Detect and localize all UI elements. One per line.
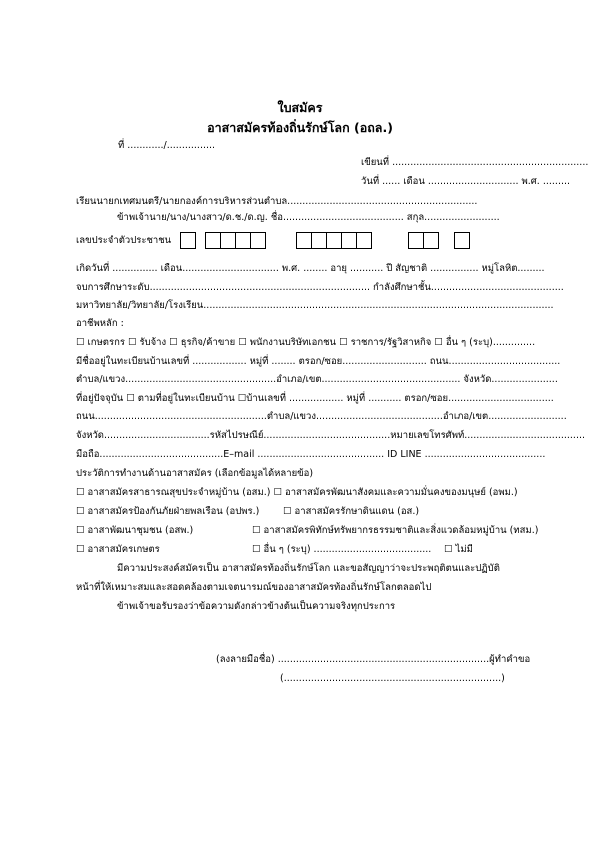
signature-line: (ลงลายมือชื่อ) ......................................................................ผู้ทำคำขอ [216, 654, 531, 665]
volunteer-option-environment[interactable]: ☐ อาสาสมัครพิทักษ์ทรัพยากรธรรมชาติและสิ่งแวดล้อมหมู่บ้าน (ทสม.) [252, 525, 539, 536]
id-digit-box[interactable] [454, 232, 470, 249]
applicant-name-line: ข้าพเจ้านาย/นาง/นางสาว/ด.ช./ด.ญ. ชื่อ........................................ สกุล......................... [117, 212, 500, 223]
volunteer-option-row-1[interactable]: ☐ อาสาสมัครสาธารณสุขประจำหมู่บ้าน (อสม.) ☐ อาสาสมัครพัฒนาสังคมและความมั่นคงของมนุษย์ (อพม.) [76, 487, 518, 498]
certify-line: ข้าพเจ้าขอรับรองว่าข้อความดังกล่าวข้างต้นเป็นความจริงทุกประการ [117, 601, 396, 612]
volunteer-option-civil-defense[interactable]: ☐ อาสาสมัครป้องกันภัยฝ่ายพลเรือน (อปพร.) [76, 506, 260, 517]
volunteer-option-other[interactable]: ☐ อื่น ๆ (ระบุ) ....................................... [252, 544, 432, 555]
current-road-line: ถนน.........................................................ตำบล/แขวง..........................................อำเภอ/เขต.......................... [76, 411, 567, 422]
occupation-options[interactable]: ☐ เกษตรกร ☐ รับจ้าง ☐ ธุรกิจ/ค้าขาย ☐ พนักงานบริษัทเอกชน ☐ ราชการ/รัฐวิสาหกิจ ☐ อื่น ๆ (ระบุ).............. [76, 337, 536, 348]
province-postcode-line: จังหวัด...................................รหัสไปรษณีย์..........................................หมายเลขโทรศัพท์........................................ [76, 430, 586, 441]
ref-no-line: ที่ ............/................ [118, 140, 216, 151]
id-digit-box[interactable] [205, 232, 221, 249]
registered-district-line: ตำบล/แขวง..................................................อำเภอ/เขต.............................................. จังหวัด...................... [76, 374, 558, 385]
intent-line-2: หน้าที่ให้เหมาะสมและสอดคล้องตามเจตนารมณ์ของอาสาสมัครท้องถิ่นรักษ์โลกตลอดไป [76, 582, 432, 593]
signature-name-line: (........................................................................) [280, 673, 505, 684]
intent-line-1: มีความประสงค์สมัครเป็น อาสาสมัครท้องถิ่นรักษ์โลก และขอสัญญาว่าจะประพฤติตนและปฏิบัติ [117, 563, 500, 574]
id-digit-box[interactable] [311, 232, 327, 249]
mobile-email-line: มือถือ.........................................E–mail .......................................... ID LINE ........................................ [76, 449, 546, 460]
id-digit-box[interactable] [180, 232, 196, 249]
id-digit-box[interactable] [341, 232, 357, 249]
id-digit-box[interactable] [296, 232, 312, 249]
id-digit-box[interactable] [326, 232, 342, 249]
id-digit-box[interactable] [220, 232, 236, 249]
id-digit-box[interactable] [356, 232, 372, 249]
volunteer-option-agriculture[interactable]: ☐ อาสาสมัครเกษตร [76, 544, 160, 555]
written-at-line: เขียนที่ ................................................................. [361, 157, 589, 168]
id-digit-box[interactable] [423, 232, 439, 249]
date-line: วันที่ ...... เดือน .............................. พ.ศ. ......... [361, 176, 571, 187]
birth-line: เกิดวันที่ ............... เดือน................................ พ.ศ. ........ อายุ ........... ปี สัญชาติ ................ หมู่โลหิต......... [76, 263, 545, 274]
current-address-line[interactable]: ที่อยู่ปัจจุบัน ☐ ตามที่อยู่ในทะเบียนบ้าน ☐บ้านเลขที่ .................. หมู่ที่ ........... ตรอก/ซอย................................... [76, 393, 554, 404]
id-digit-box[interactable] [250, 232, 266, 249]
education-line: จบการศึกษาระดับ......................................................................... กำลังศึกษาชั้น............................................ [76, 282, 564, 293]
addressee-line: เรียนนายกเทศมนตรี/นายกองค์การบริหารส่วนตำบล............................................................... [76, 196, 478, 207]
occupation-label: อาชีพหลัก : [76, 318, 124, 329]
form-title: ใบสมัคร [277, 100, 323, 115]
university-line: มหาวิทยาลัย/วิทยาลัย/โรงเรียน.................................................................................................................... [76, 300, 554, 311]
id-digit-box[interactable] [408, 232, 424, 249]
id-label: เลขประจำตัวประชาชน [76, 235, 172, 246]
registered-address-line: มีชื่ออยู่ในทะเบียนบ้านเลขที่ .................. หมู่ที่ ........ ตรอก/ซอย............................ ถนน..................................... [76, 356, 561, 367]
volunteer-history-label: ประวัติการทำงานด้านอาสาสมัคร (เลือกข้อมูลได้หลายข้อ) [76, 468, 314, 479]
form-subtitle: อาสาสมัครท้องถิ่นรักษ์โลก (อถล.) [207, 120, 393, 135]
id-digit-box[interactable] [235, 232, 251, 249]
volunteer-option-community[interactable]: ☐ อาสาพัฒนาชุมชน (อสพ.) [76, 525, 194, 536]
volunteer-option-none[interactable]: ☐ ไม่มี [444, 544, 473, 555]
volunteer-option-territorial[interactable]: ☐ อาสาสมัครรักษาดินแดน (อส.) [283, 506, 420, 517]
